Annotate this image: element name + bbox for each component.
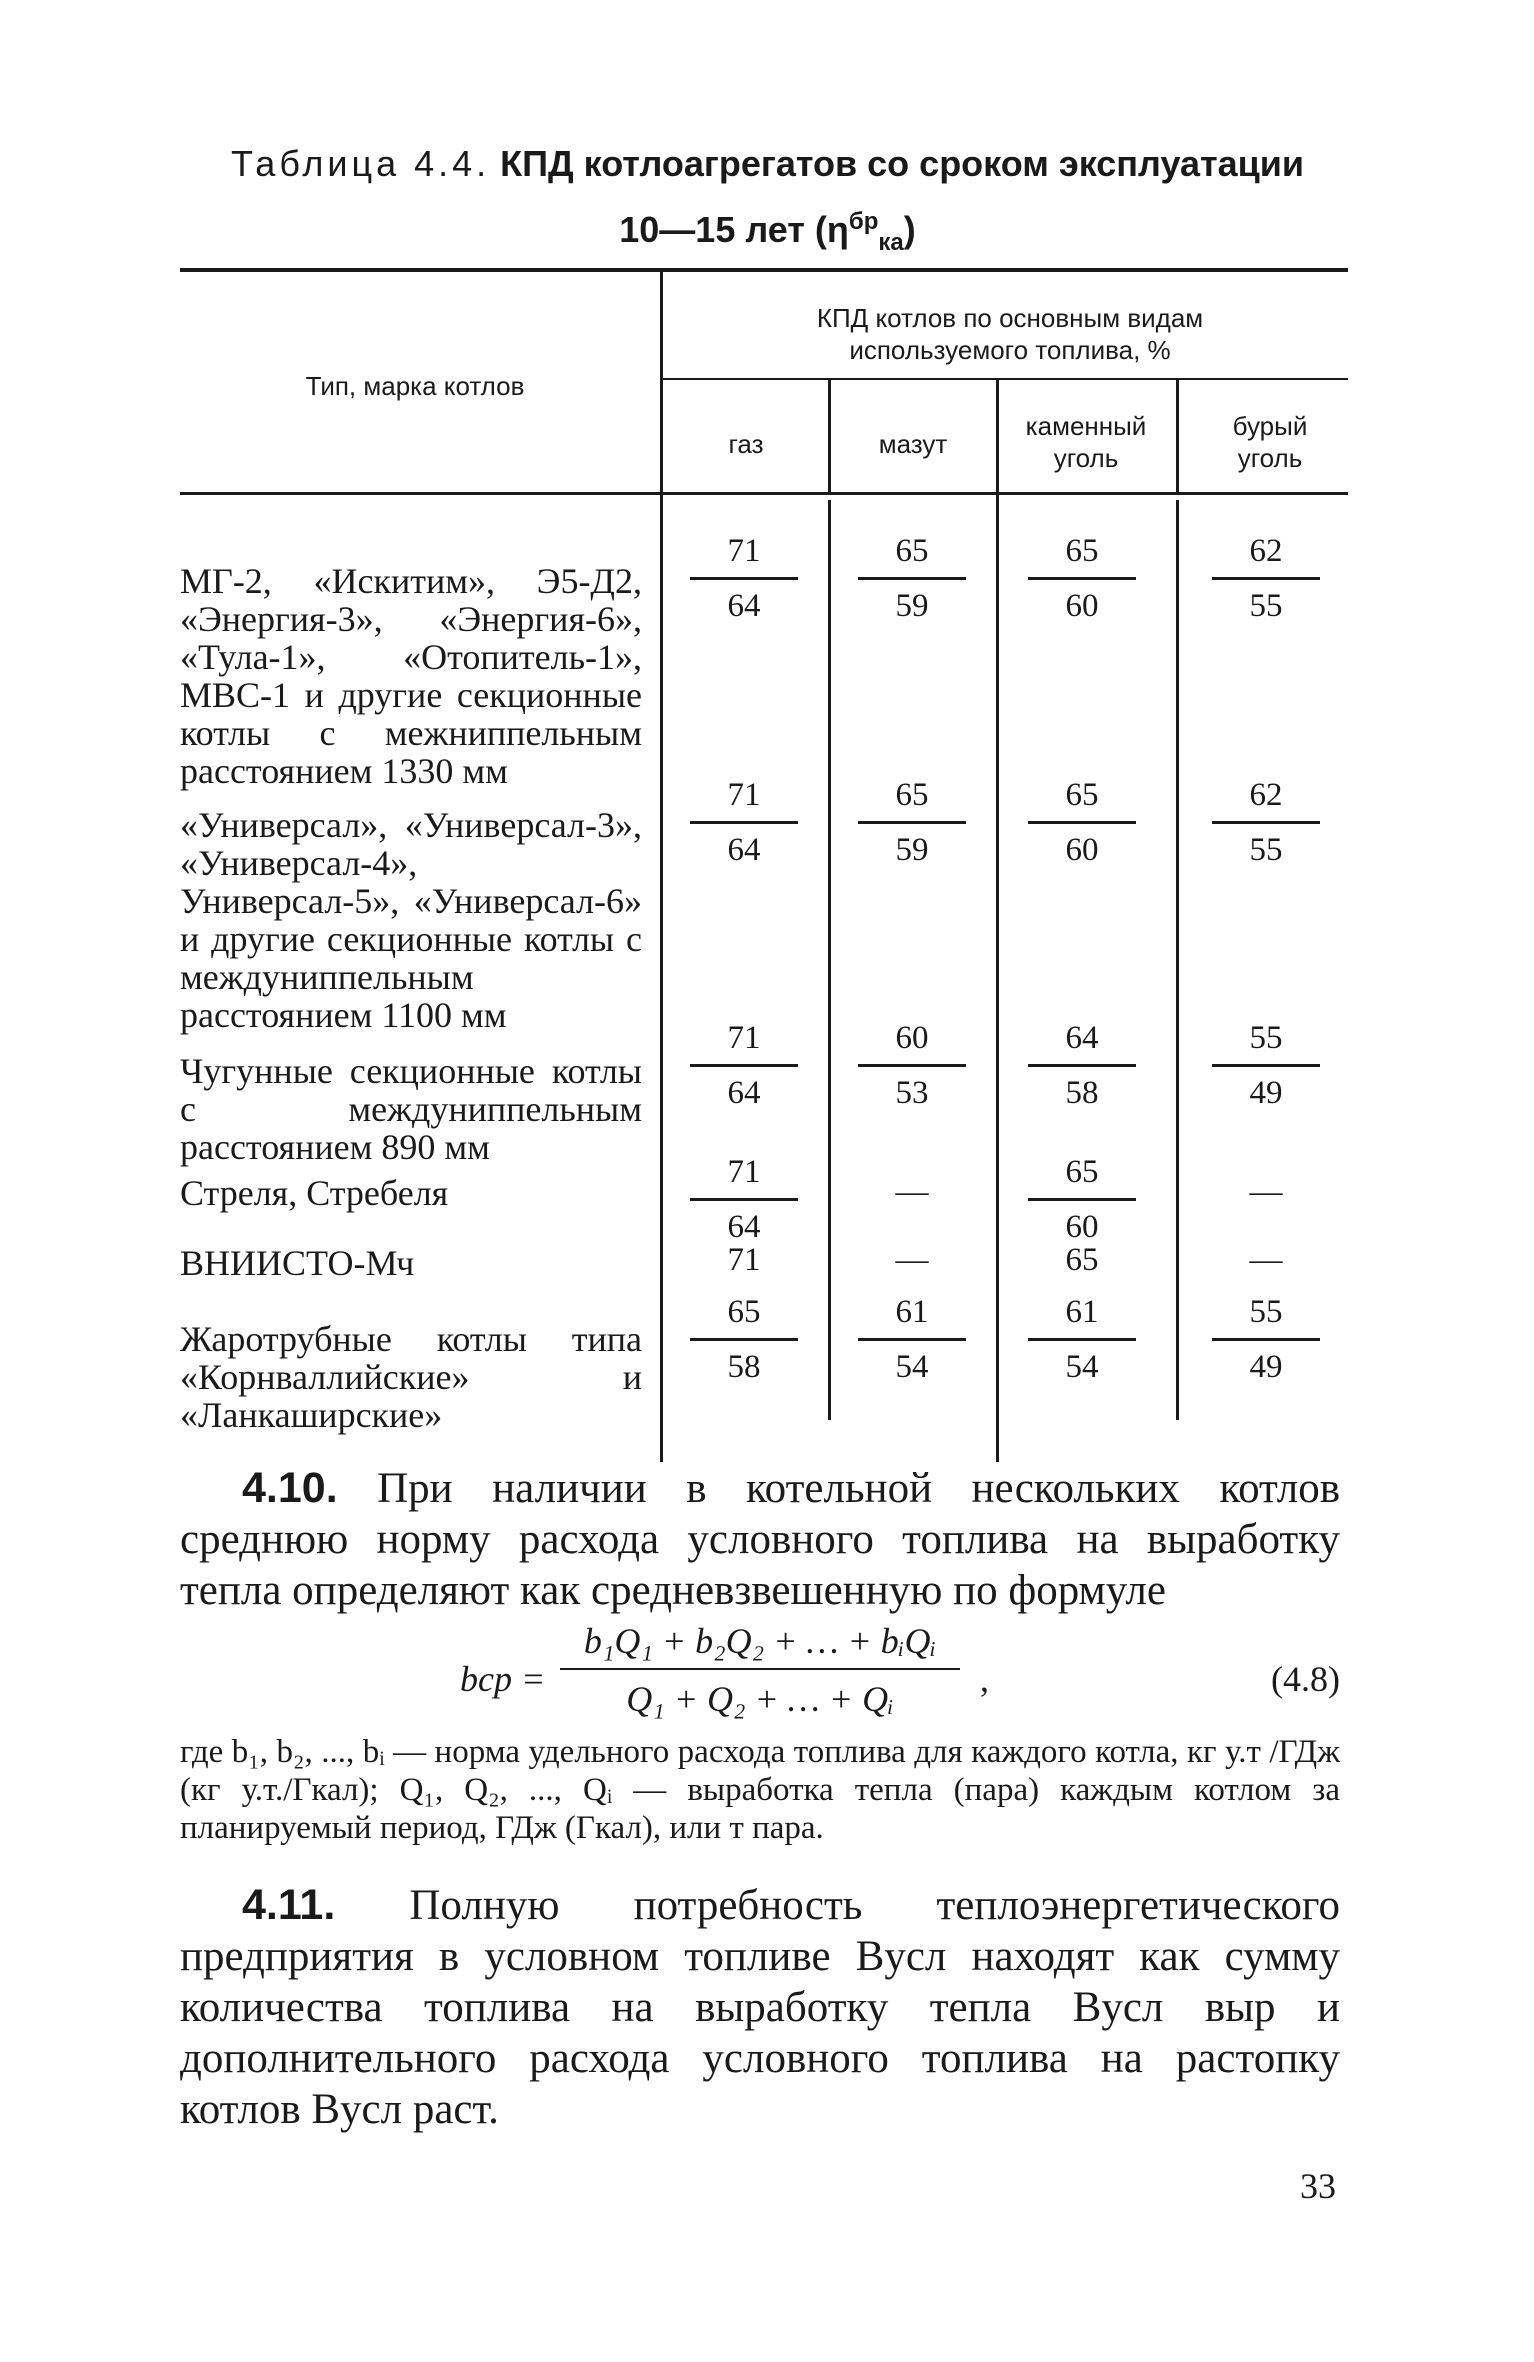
caption-line2: 10—15 лет (η (619, 209, 849, 250)
section-4-11-number: 4.11. (242, 1881, 336, 1929)
cell-r4-gas: $\frac{71}{64}$ (690, 1152, 798, 1247)
header-bottom-rule (180, 492, 1348, 495)
header-col-gas: газ (728, 429, 764, 459)
cell-r4-coal: $\frac{65}{60}$ (1028, 1152, 1136, 1247)
formula-numerator: b₁Q₁ + b₂Q₂ + … + bᵢQᵢ (560, 1620, 960, 1670)
cell-r4-brown: — (1249, 1174, 1283, 1210)
cell-r3-mazut: $\frac{60}{53}$ (858, 1018, 966, 1113)
table-caption (185, 135, 1350, 272)
cell-r5-brown: — (1249, 1242, 1283, 1278)
cell-r6-coal: $\frac{61}{54}$ (1028, 1292, 1136, 1387)
col-divider-4-header (1176, 380, 1179, 492)
cell-r3-coal: $\frac{64}{58}$ (1028, 1018, 1136, 1113)
caption-close: ) (903, 209, 916, 250)
cell-r1-gas: $\frac{71}{64}$ (690, 531, 798, 626)
section-4-10-number: 4.10. (242, 1464, 338, 1512)
table-top-rule (180, 268, 1348, 272)
col-divider-2 (828, 500, 831, 1420)
formula-explanation: где b₁, b₂, ..., bᵢ — норма удельного расхода топлива для каждого котла, кг у.т /ГДж (кг у.т./Гкал); Q₁, Q₂, ..., Qᵢ — выработка тепла (пара) каждым котлом за планируемый период, ГДж (Гкал), или т пара. (180, 1734, 1340, 1846)
cell-r5-coal: 65 (1065, 1242, 1099, 1278)
header-group: КПД котлов по основным видам используемого топлива, % (816, 303, 1204, 365)
header-col-coal: каменный уголь (1025, 411, 1147, 473)
formula-lhs: bср = (460, 1659, 546, 1699)
header-mid-rule (662, 378, 1348, 380)
row-name-1: МГ-2, «Искитим», Э5-Д2, «Энергия-3», «Энергия-6», «Тула-1», «Отопитель-1», МВС-1 и другие секционные котлы с межниппельным расстоянием 1330 мм (180, 561, 642, 791)
formula-number: (4.8) (1271, 1659, 1340, 1699)
header-col-mazut: мазут (878, 429, 948, 459)
cell-r6-gas: $\frac{65}{58}$ (690, 1292, 798, 1387)
row-name-4: Стреля, Стребеля (180, 1173, 449, 1213)
cell-r1-coal: $\frac{65}{60}$ (1028, 531, 1136, 626)
caption-label: Таблица 4.4. (230, 143, 491, 184)
formula-fraction (560, 1620, 960, 1720)
section-4-10-text: При наличии в котельной нескольких котлов среднюю норму расхода условного топлива на выработку тепла определяют как средневзвешенную по формуле (180, 1465, 1340, 1614)
col-divider-3 (996, 380, 999, 1462)
formula-denominator: Q₁ + Q₂ + … + Qᵢ (626, 1679, 894, 1719)
cell-r3-brown: $\frac{55}{49}$ (1212, 1018, 1320, 1113)
cell-r2-mazut: $\frac{65}{59}$ (858, 775, 966, 870)
cell-r1-mazut: $\frac{65}{59}$ (858, 531, 966, 626)
cell-r6-brown: $\frac{55}{49}$ (1212, 1292, 1320, 1387)
cell-r2-gas: $\frac{71}{64}$ (690, 775, 798, 870)
col-divider-4 (1176, 500, 1179, 1420)
formula-4-8 (460, 1620, 1340, 1730)
header-col-brown-coal: бурый уголь (1232, 411, 1308, 473)
cell-r5-gas: 71 (727, 1242, 761, 1278)
cell-r2-brown: $\frac{62}{55}$ (1212, 775, 1320, 870)
cell-r1-brown: $\frac{62}{55}$ (1212, 531, 1320, 626)
page-number: 33 (1300, 2166, 1336, 2206)
cell-r2-coal: $\frac{65}{60}$ (1028, 775, 1136, 870)
caption-sub: ка (878, 229, 904, 257)
formula-comma: , (980, 1659, 989, 1699)
header-type: Тип, марка котлов (305, 371, 525, 401)
cell-r6-mazut: $\frac{61}{54}$ (858, 1292, 966, 1387)
row-name-3: Чугунные секционные котлы с междуниппельным расстоянием 890 мм (180, 1051, 642, 1167)
section-4-10 (180, 1463, 1340, 1616)
col-divider-2-header (828, 380, 831, 492)
row-name-6: Жаротрубные котлы типа «Корнваллийские» и «Ланкаширские» (180, 1319, 642, 1435)
row-name-5: ВНИИСТО-Мч (180, 1243, 415, 1283)
caption-sup: бр (848, 208, 879, 235)
cell-r4-mazut: — (895, 1174, 929, 1210)
col-divider-1 (660, 272, 663, 1462)
cell-r3-gas: $\frac{71}{64}$ (690, 1018, 798, 1113)
row-name-2: «Универсал», «Универсал-3», «Универсал-4», Универсал-5», «Универсал-6» и другие секционные котлы с междуниппельным расстоянием 1100 мм (180, 805, 642, 1035)
cell-r5-mazut: — (895, 1242, 929, 1278)
section-4-11 (180, 1880, 1340, 2135)
section-4-11-text: Полную потребность теплоэнергетического предприятия в условном топливе Bусл находят как сумму количества топлива на выработку тепла Bусл выр и дополнительного расхода условного топлива на растопку котлов Bусл раст. (180, 1882, 1340, 2133)
caption-title: КПД котлоагрегатов со сроком эксплуатации (500, 143, 1305, 184)
